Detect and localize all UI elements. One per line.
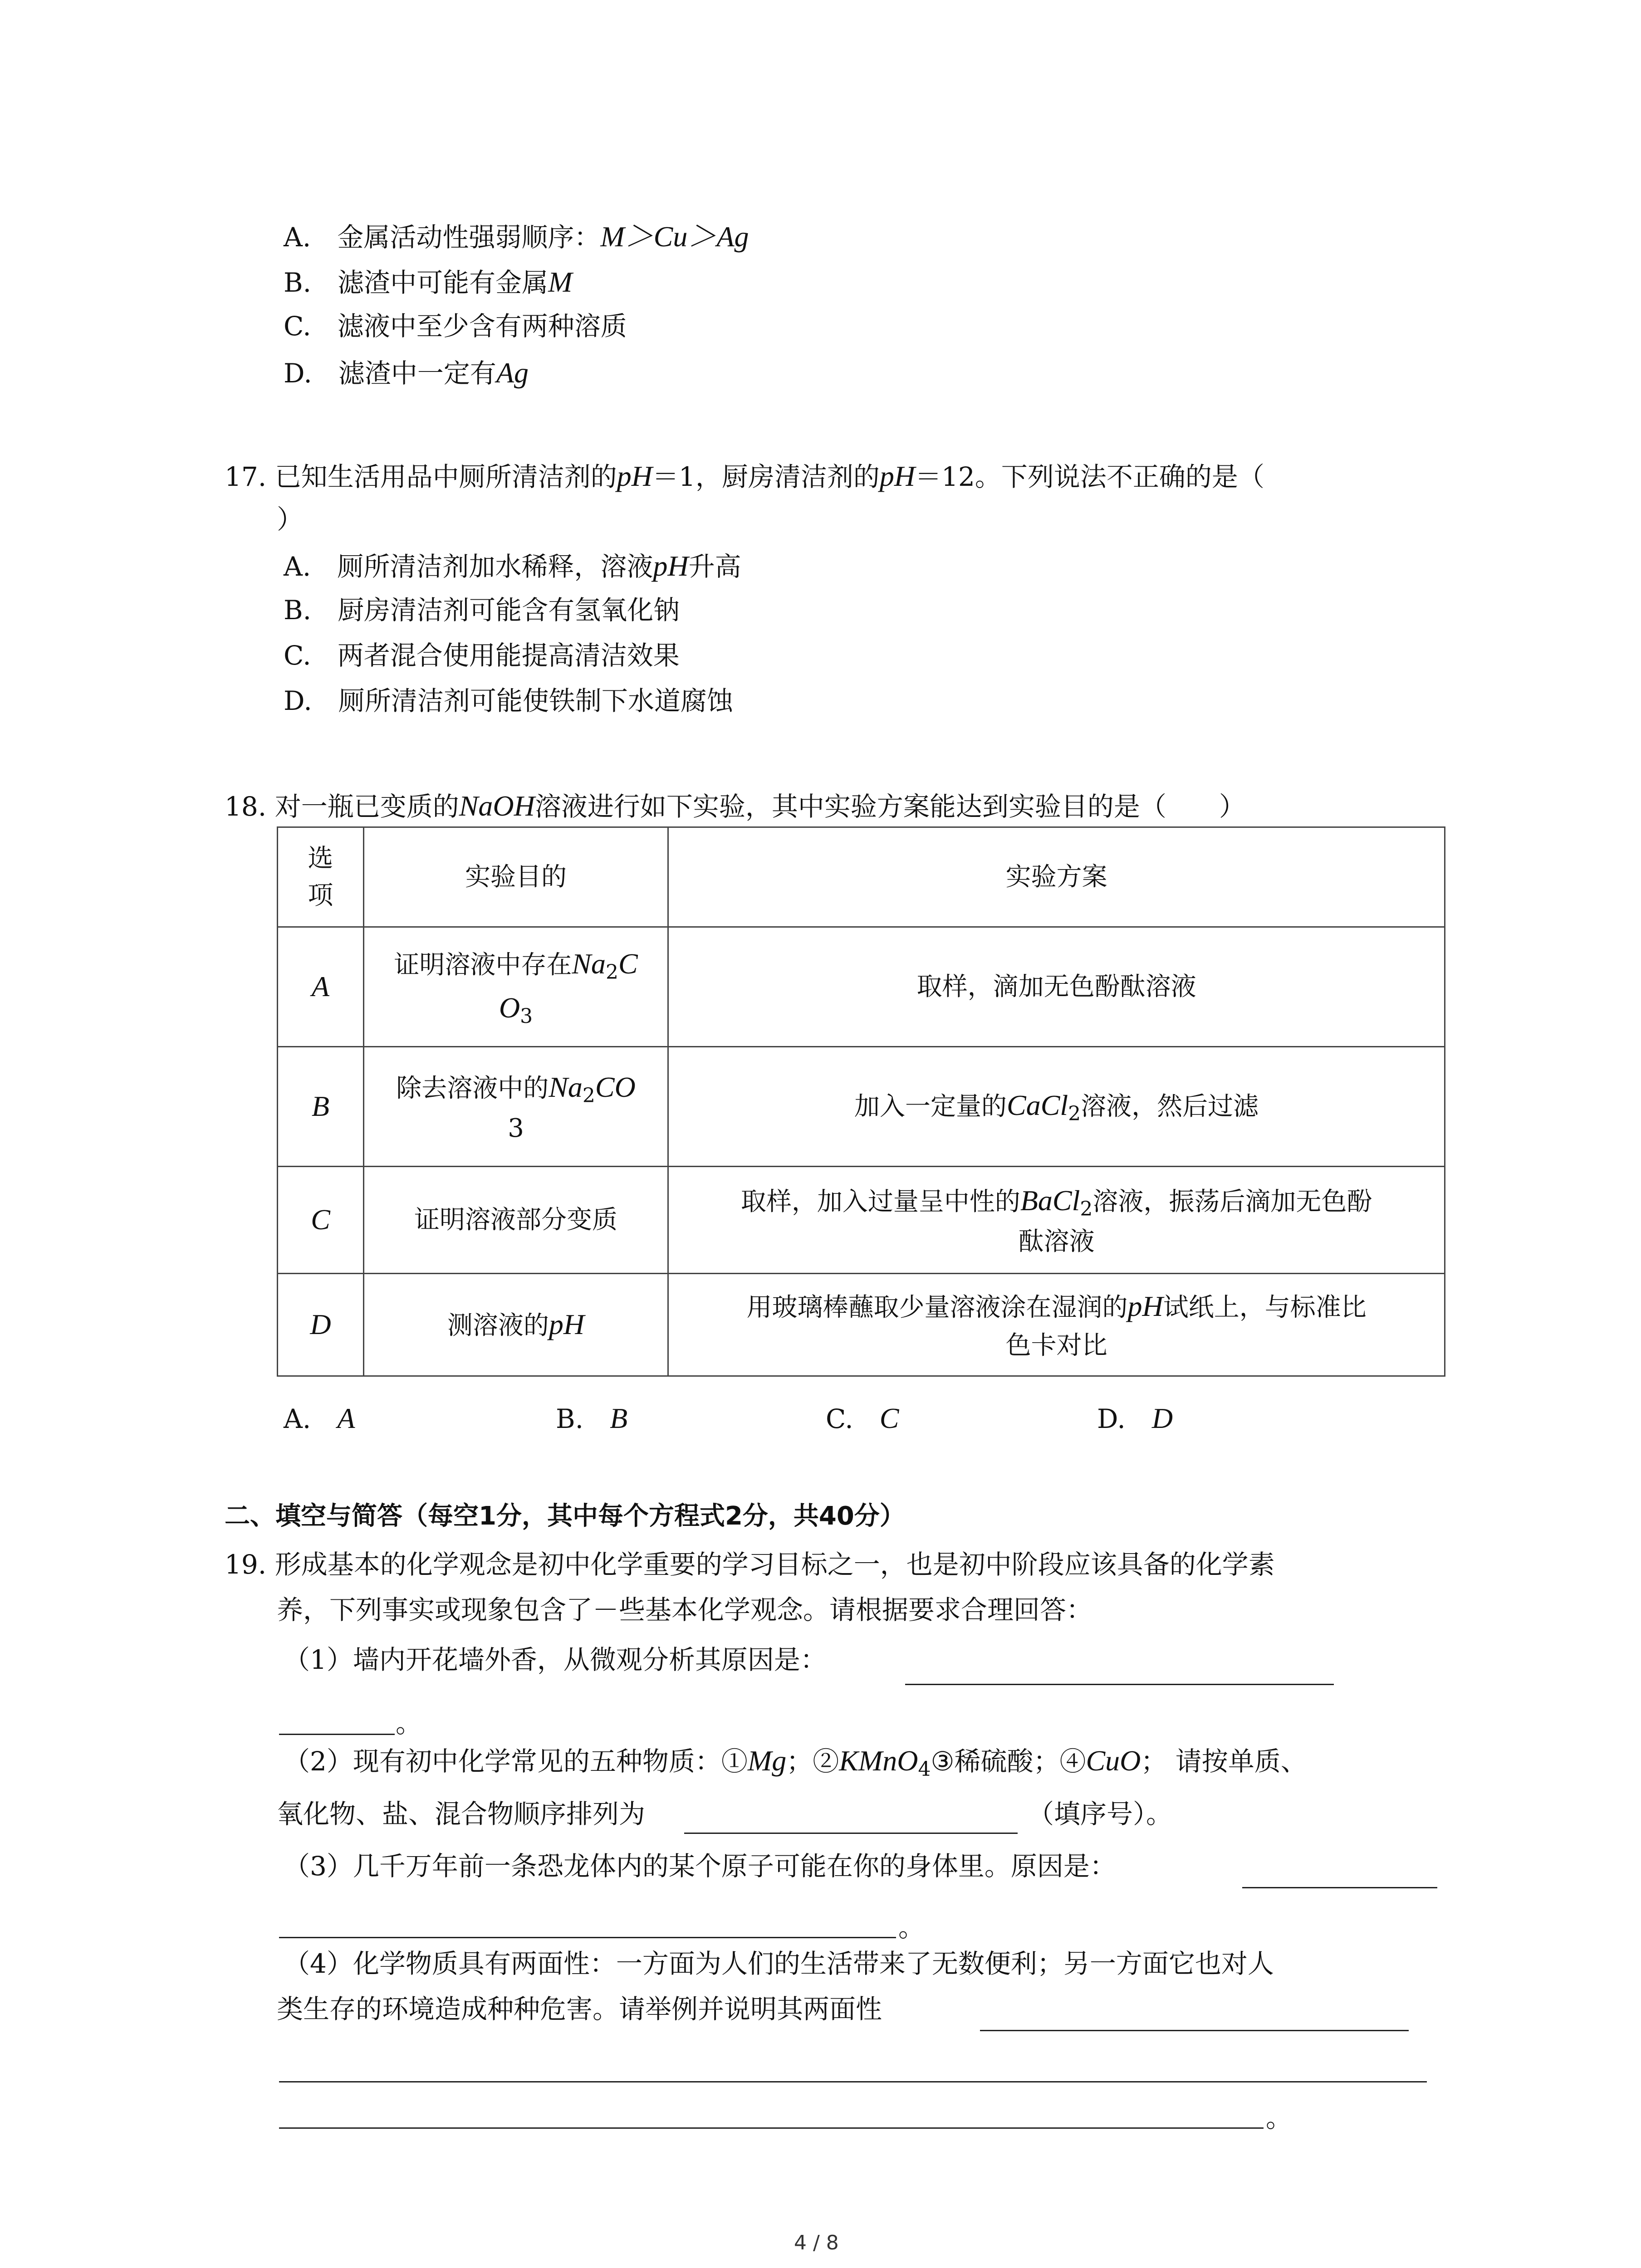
row-option: B [311, 1090, 329, 1123]
q19-part1: （1）墙内开花墙外香，从微观分析其原因是： [284, 1644, 827, 1675]
row-plan: 用玻璃棒蘸取少量溶液涂在湿润的pH试纸上，与标准比 色卡对比 [668, 1274, 1445, 1376]
q19-part3-end: 。 [898, 1912, 925, 1943]
table-row [278, 1274, 1445, 1376]
q16-option-c: C. 滤液中至少含有两种溶质 [284, 311, 627, 342]
row-plan: 取样，滴加无色酚酞溶液 [668, 927, 1445, 1047]
row-plan: 加入一定量的CaCl$_2$溶液，然后过滤 [668, 1047, 1445, 1167]
q19-part1-end: 。 [396, 1708, 422, 1739]
q19-part1-blank[interactable] [905, 1684, 1334, 1685]
row-purpose: 证明溶液部分变质 [363, 1167, 668, 1274]
q17-stem-close: ） [277, 504, 304, 535]
q19-part4-blank[interactable] [980, 2030, 1409, 2031]
q16-option-d: D. 滤渣中一定有Ag [284, 357, 529, 389]
q19-stem-line2: 养，下列事实或现象包含了－些基本化学观念。请根据要求合理回答： [277, 1594, 1093, 1625]
q17-option-a: A. 厕所清洁剂加水稀释，溶液pH升高 [284, 550, 741, 582]
page-number: 4 / 8 [794, 2231, 839, 2254]
q18-answer-a: A. A [284, 1402, 355, 1434]
row-plan: 取样，加入过量呈中性的BaCl$_2$溶液，振荡后滴加无色酚 酞溶液 [668, 1167, 1445, 1274]
q17-option-b: B. 厨房清洁剂可能含有氢氧化钠 [284, 595, 680, 626]
q17-option-c: C. 两者混合使用能提高清洁效果 [284, 640, 680, 671]
table-row [278, 927, 1445, 1047]
q18-answer-d: D. D [1097, 1402, 1173, 1434]
row-purpose: 证明溶液中存在$Na_2C$ $O_3$ [363, 927, 668, 1047]
q17-option-d: D. 厕所清洁剂可能使铁制下水道腐蚀 [284, 685, 733, 716]
q18-options-table [277, 826, 1445, 1377]
q19-part2-line1: （2）现有初中化学常见的五种物质：①Mg；②KMnO$_4$③稀硫酸；④CuO； 请按单质、 [284, 1745, 1307, 1781]
q19-part4-blank-cont1[interactable] [279, 2081, 1427, 2082]
q17-stem: 17. 已知生活用品中厕所清洁剂的pH＝1，厨房清洁剂的pH＝12。下列说法不正确的是（ [225, 460, 1264, 492]
q19-part2-line2a: 氧化物、盐、混合物顺序排列为 [277, 1799, 646, 1829]
q16-option-b: B. 滤渣中可能有金属M [284, 266, 573, 298]
row-purpose: 除去溶液中的$Na_2CO$ 3 [363, 1047, 668, 1167]
q19-stem-line1: 19. 形成基本的化学观念是初中化学重要的学习目标之一，也是初中阶段应该具备的化学素 [225, 1549, 1275, 1580]
header-plan: 实验方案 [668, 827, 1445, 927]
table-row [278, 1047, 1445, 1167]
table-row [278, 1167, 1445, 1274]
section-heading: 二、填空与简答（每空1分，其中每个方程式2分，共40分） [225, 1501, 905, 1531]
q19-part4-line1: （4）化学物质具有两面性：一方面为人们的生活带来了无数便利；另一方面它也对人 [284, 1948, 1274, 1979]
q18-stem: 18. 对一瓶已变质的NaOH溶液进行如下实验，其中实验方案能达到实验目的是（ ） [225, 790, 1245, 822]
q19-part1-blank-cont[interactable] [279, 1734, 395, 1735]
q16-option-a: A. 金属活动性强弱顺序：M＞Cu＞Ag [284, 220, 749, 253]
row-option: D [310, 1308, 331, 1341]
q19-part2-blank[interactable] [684, 1833, 1018, 1834]
row-purpose: 测溶液的pH [363, 1274, 668, 1376]
q19-part3-blank-cont[interactable] [279, 1937, 896, 1938]
q19-part3-blank[interactable] [1242, 1887, 1437, 1888]
q19-part4-blank-cont2[interactable] [279, 2127, 1264, 2129]
q19-part4-line2: 类生存的环境造成种种危害。请举例并说明其两面性 [277, 1994, 882, 2024]
q18-answer-b: B. B [556, 1402, 628, 1434]
q19-part4-end: 。 [1266, 2102, 1293, 2133]
row-option: C [311, 1203, 330, 1236]
row-option: A [311, 970, 329, 1003]
header-option: 选 项 [278, 827, 364, 927]
q18-answer-c: C. C [826, 1402, 899, 1434]
q19-part2-line2b: （填序号）。 [1028, 1799, 1173, 1829]
header-purpose: 实验目的 [363, 827, 668, 927]
table-header-row [278, 827, 1445, 927]
q19-part3: （3）几千万年前一条恐龙体内的某个原子可能在你的身体里。原因是： [284, 1851, 1116, 1882]
